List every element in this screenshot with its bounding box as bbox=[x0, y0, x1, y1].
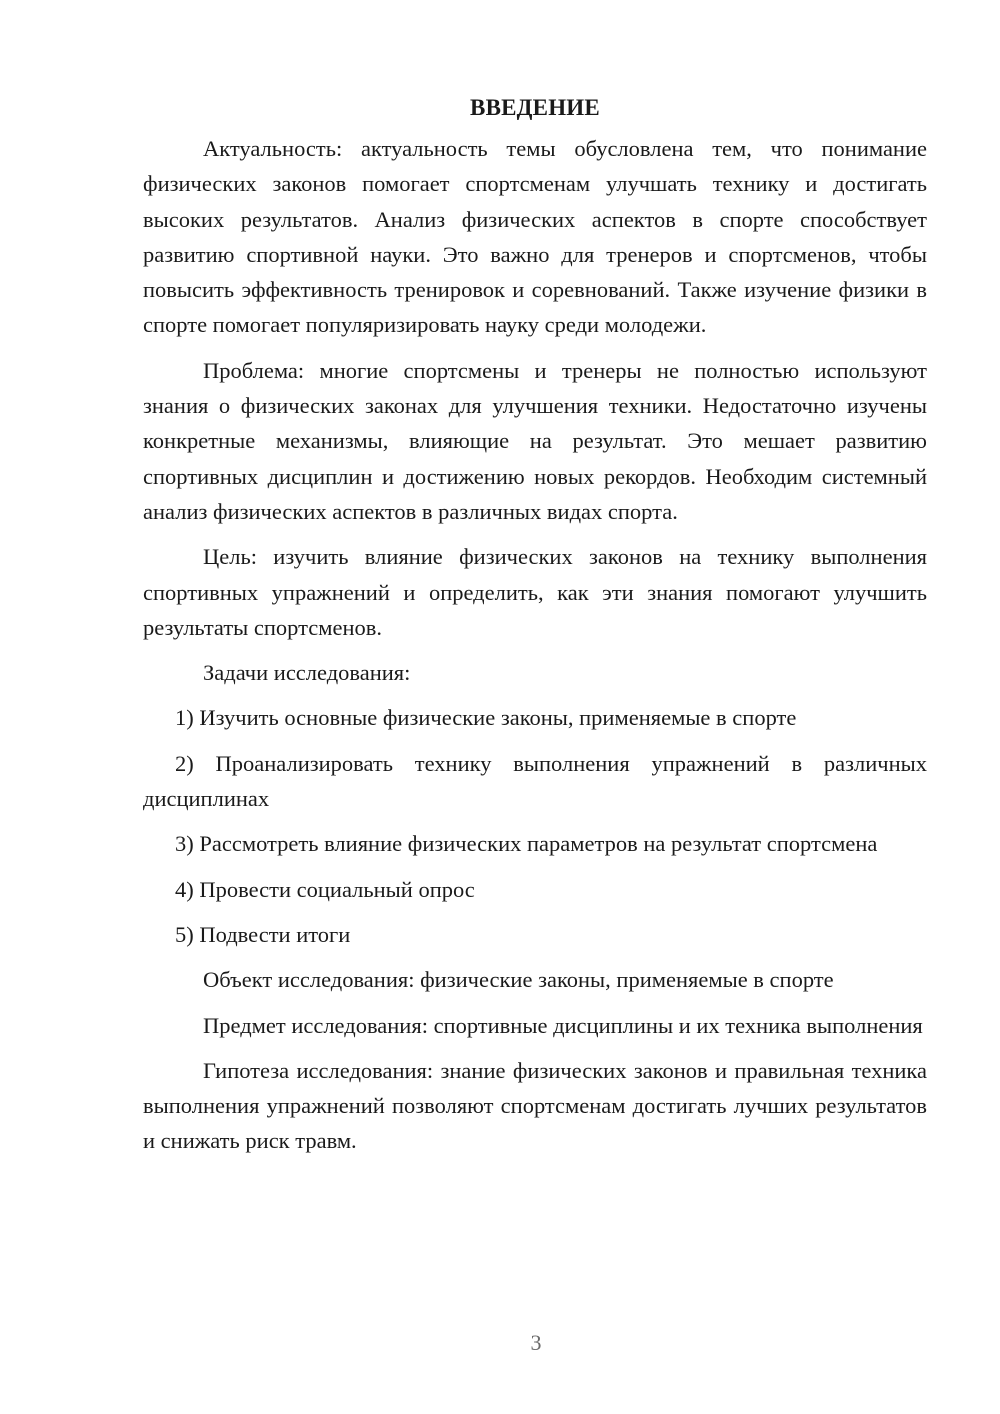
page-number: 3 bbox=[530, 1330, 542, 1355]
task-item-2: 2) Проанализировать технику выполнения упражнений в различных дисциплинах bbox=[143, 750, 927, 812]
task-item-4: 4) Провести социальный опрос bbox=[175, 876, 475, 902]
task-item-3: 3) Рассмотреть влияние физических параметров на результат спортсмена bbox=[175, 831, 878, 857]
goal-paragraph: Цель: изучить влияние физических законов на технику выполнения спортивных упражнений и определить, как эти знания помогают улучшить результаты спортсменов. bbox=[143, 544, 927, 640]
subject-paragraph: Предмет исследования: спортивные дисциплины и их техника выполнения bbox=[203, 1012, 923, 1038]
document-page bbox=[143, 88, 927, 1169]
relevance-paragraph: Актуальность: актуальность темы обусловлена тем, что понимание физических законов помогает спортсменам улучшать технику и достигать высоких результатов. Анализ физических аспектов в спорте способствует развитию спортивной науки. Это важно для тренеров и спортсменов, чтобы повысить эффективность тренировок и соревнований. Также изучение физики в спорте помогает популяризировать науку среди молодежи. bbox=[143, 136, 927, 338]
object-paragraph: Объект исследования: физические законы, применяемые в спорте bbox=[203, 967, 834, 993]
hypothesis-paragraph: Гипотеза исследования: знание физических законов и правильная техника выполнения упражнений позволяют спортсменам достигать лучших результатов и снижать риск травм. bbox=[143, 1057, 927, 1154]
task-item-5: 5) Подвести итоги bbox=[175, 921, 351, 947]
tasks-heading: Задачи исследования: bbox=[203, 660, 411, 686]
page-title: ВВЕДЕНИЕ bbox=[470, 95, 600, 120]
problem-paragraph: Проблема: многие спортсмены и тренеры не полностью используют знания о физических законах для улучшения техники. Недостаточно изучены конкретные механизмы, влияющие на результат. Это мешает развитию спортивных дисциплин и достижению новых рекордов. Необходим системный анализ физических аспектов в различных видах спорта. bbox=[143, 357, 927, 524]
task-item-1: 1) Изучить основные физические законы, применяемые в спорте bbox=[175, 705, 797, 731]
